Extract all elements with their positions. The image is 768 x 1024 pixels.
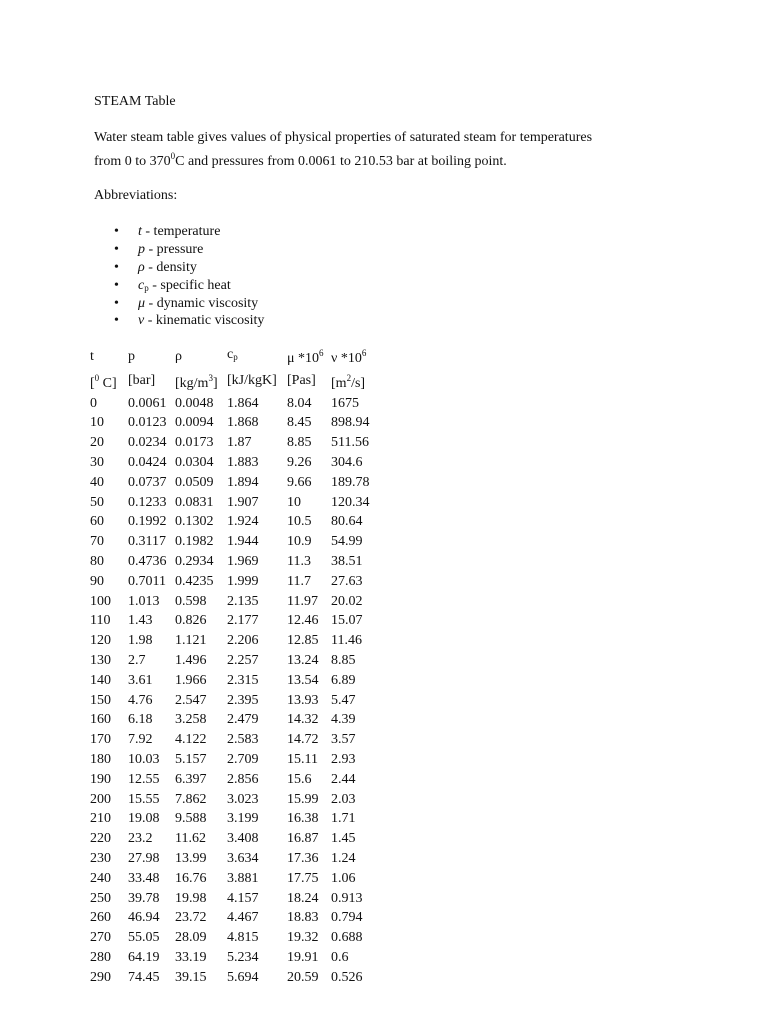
list-item <box>94 241 694 259</box>
cell-nu: 0.6 <box>331 949 349 965</box>
cell-rho: 39.15 <box>175 969 207 985</box>
cell-rho: 0.0048 <box>175 395 214 411</box>
cell-t: 90 <box>90 573 104 589</box>
cell-p: 2.7 <box>128 652 146 668</box>
cell-nu: 3.57 <box>331 732 356 748</box>
abbr-symbol: ρ <box>138 259 145 275</box>
cell-rho: 0.1982 <box>175 534 214 550</box>
cell-nu: 1.06 <box>331 870 356 886</box>
cell-t: 30 <box>90 454 104 470</box>
cell-t: 60 <box>90 514 104 530</box>
table-row <box>90 829 391 849</box>
cell-mu: 14.72 <box>287 732 319 748</box>
cell-cp: 2.315 <box>227 672 259 688</box>
cell-p: 0.4736 <box>128 553 167 569</box>
cell-mu: 16.38 <box>287 811 319 827</box>
cell-t: 40 <box>90 474 104 490</box>
document-page <box>94 93 694 330</box>
cell-mu: 11.3 <box>287 553 311 569</box>
table-row <box>90 809 391 829</box>
cell-p: 0.0234 <box>128 435 167 451</box>
cell-t: 230 <box>90 850 111 866</box>
cell-mu: 15.11 <box>287 751 318 767</box>
table-header-row-symbols <box>90 344 391 369</box>
cell-rho: 6.397 <box>175 771 207 787</box>
cell-t: 280 <box>90 949 111 965</box>
abbr-text: - density <box>144 259 197 275</box>
cell-nu: 1.24 <box>331 850 356 866</box>
cell-cp: 2.177 <box>227 613 259 629</box>
unit-t <box>90 369 128 394</box>
header-cp-main: c <box>227 347 234 362</box>
cell-rho: 5.157 <box>175 751 207 767</box>
cell-p: 0.3117 <box>128 534 166 550</box>
cell-cp: 1.944 <box>227 534 259 550</box>
cell-cp: 2.856 <box>227 771 259 787</box>
table-row <box>90 790 391 810</box>
table-row <box>90 928 391 948</box>
table-row <box>90 730 391 750</box>
cell-rho: 33.19 <box>175 949 207 965</box>
cell-nu: 54.99 <box>331 534 363 550</box>
table-row <box>90 671 391 691</box>
cell-t: 190 <box>90 771 111 787</box>
cell-cp: 3.023 <box>227 791 259 807</box>
cell-rho: 0.598 <box>175 593 207 609</box>
abbr-text: - kinematic viscosity <box>144 313 265 329</box>
cell-t: 110 <box>90 613 111 629</box>
bullet-icon: • <box>114 277 119 293</box>
table-row <box>90 473 391 493</box>
cell-t: 120 <box>90 633 111 649</box>
cell-t: 140 <box>90 672 111 688</box>
header-nu-main: ν *10 <box>331 351 362 366</box>
cell-cp: 1.924 <box>227 514 259 530</box>
cell-mu: 13.54 <box>287 672 319 688</box>
cell-nu: 2.03 <box>331 791 356 807</box>
cell-mu: 9.26 <box>287 454 312 470</box>
cell-t: 20 <box>90 435 104 451</box>
cell-mu: 8.85 <box>287 435 312 451</box>
abbr-text: - dynamic viscosity <box>145 295 259 311</box>
cell-rho: 13.99 <box>175 850 207 866</box>
cell-cp: 4.815 <box>227 930 259 946</box>
table-row <box>90 453 391 473</box>
cell-mu: 17.36 <box>287 850 319 866</box>
intro-line-1: Water steam table gives values of physical properties of saturated steam for temperatures <box>94 130 593 145</box>
list-item <box>94 295 694 313</box>
intro-line-2-start: from 0 to 370 <box>94 154 171 169</box>
abbr-text: - pressure <box>145 241 204 257</box>
cell-cp: 3.634 <box>227 850 259 866</box>
cell-p: 3.61 <box>128 672 153 688</box>
table-row <box>90 552 391 572</box>
cell-mu: 19.32 <box>287 930 319 946</box>
cell-t: 10 <box>90 415 104 431</box>
cell-t: 200 <box>90 791 111 807</box>
table-row <box>90 889 391 909</box>
cell-cp: 2.135 <box>227 593 259 609</box>
cell-nu: 0.794 <box>331 910 363 926</box>
header-nu <box>331 344 391 369</box>
table-row <box>90 651 391 671</box>
cell-p: 0.0737 <box>128 474 167 490</box>
cell-p: 46.94 <box>128 910 160 926</box>
cell-p: 23.2 <box>128 831 153 847</box>
unit-rho-post: ] <box>212 375 218 391</box>
unit-nu-pre: [m <box>331 375 347 391</box>
cell-p: 0.0123 <box>128 415 167 431</box>
table-row <box>90 770 391 790</box>
cell-cp: 2.206 <box>227 633 259 649</box>
cell-p: 4.76 <box>128 692 153 708</box>
unit-rho <box>175 369 227 394</box>
cell-cp: 3.408 <box>227 831 259 847</box>
cell-p: 12.55 <box>128 771 160 787</box>
cell-mu: 15.6 <box>287 771 312 787</box>
cell-mu: 12.85 <box>287 633 319 649</box>
cell-p: 19.08 <box>128 811 160 827</box>
cell-rho: 19.98 <box>175 890 207 906</box>
cell-mu: 8.04 <box>287 395 312 411</box>
cell-p: 64.19 <box>128 949 160 965</box>
abbr-subscript: p <box>144 282 149 293</box>
table-row <box>90 631 391 651</box>
cell-mu: 11.7 <box>287 573 311 589</box>
cell-nu: 38.51 <box>331 553 363 569</box>
cell-t: 130 <box>90 652 111 668</box>
cell-mu: 18.24 <box>287 890 319 906</box>
abbreviations-list <box>94 223 694 330</box>
abbreviations-heading: Abbreviations: <box>94 188 178 203</box>
cell-mu: 10 <box>287 494 301 510</box>
abbr-symbol: μ <box>138 295 146 311</box>
cell-rho: 7.862 <box>175 791 207 807</box>
cell-nu: 0.526 <box>331 969 363 985</box>
cell-rho: 3.258 <box>175 712 207 728</box>
header-mu <box>287 344 331 369</box>
bullet-icon: • <box>114 313 119 329</box>
cell-rho: 23.72 <box>175 910 207 926</box>
table-row <box>90 750 391 770</box>
cell-cp: 1.999 <box>227 573 259 589</box>
cell-nu: 6.89 <box>331 672 356 688</box>
cell-p: 0.1992 <box>128 514 167 530</box>
cell-nu: 4.39 <box>331 712 356 728</box>
cell-nu: 0.688 <box>331 930 363 946</box>
cell-rho: 1.496 <box>175 652 207 668</box>
cell-mu: 17.75 <box>287 870 319 886</box>
cell-cp: 1.868 <box>227 415 259 431</box>
cell-t: 50 <box>90 494 104 510</box>
cell-nu: 1.71 <box>331 811 356 827</box>
table-body <box>90 394 391 988</box>
unit-t-pre: [ <box>90 375 95 391</box>
abbr-symbol: ν <box>138 313 145 329</box>
table-row <box>90 611 391 631</box>
cell-rho: 16.76 <box>175 870 207 886</box>
document-title: STEAM Table <box>94 94 176 109</box>
cell-rho: 0.2934 <box>175 553 214 569</box>
cell-p: 0.0061 <box>128 395 167 411</box>
bullet-icon: • <box>114 224 119 239</box>
cell-t: 160 <box>90 712 111 728</box>
cell-nu: 1.45 <box>331 831 356 847</box>
cell-cp: 1.883 <box>227 454 259 470</box>
cell-nu: 20.02 <box>331 593 363 609</box>
cell-mu: 10.5 <box>287 514 312 530</box>
cell-p: 27.98 <box>128 850 160 866</box>
unit-mu: [Pas] <box>287 373 316 389</box>
cell-p: 55.05 <box>128 930 160 946</box>
cell-rho: 28.09 <box>175 930 207 946</box>
cell-p: 10.03 <box>128 751 160 767</box>
cell-rho: 0.826 <box>175 613 207 629</box>
cell-cp: 4.467 <box>227 910 259 926</box>
table-row <box>90 948 391 968</box>
cell-cp: 3.199 <box>227 811 259 827</box>
cell-cp: 1.969 <box>227 553 259 569</box>
degree-superscript: 0 <box>170 151 176 161</box>
cell-rho: 0.0831 <box>175 494 214 510</box>
cell-t: 250 <box>90 890 111 906</box>
cell-cp: 4.157 <box>227 890 259 906</box>
cell-t: 180 <box>90 751 111 767</box>
cell-mu: 9.66 <box>287 474 312 490</box>
intro-paragraph <box>94 128 674 171</box>
cell-t: 260 <box>90 910 111 926</box>
cell-cp: 1.864 <box>227 395 259 411</box>
cell-p: 7.92 <box>128 732 153 748</box>
cell-mu: 8.45 <box>287 415 312 431</box>
cell-t: 100 <box>90 593 111 609</box>
cell-cp: 2.583 <box>227 732 259 748</box>
cell-p: 0.7011 <box>128 573 166 589</box>
list-item <box>94 312 694 330</box>
header-t: t <box>90 348 94 364</box>
abbr-symbol: p <box>138 241 145 257</box>
header-p: p <box>128 348 135 364</box>
table-row <box>90 691 391 711</box>
cell-p: 39.78 <box>128 890 160 906</box>
cell-p: 6.18 <box>128 712 153 728</box>
cell-cp: 1.894 <box>227 474 259 490</box>
cell-p: 1.98 <box>128 633 153 649</box>
header-mu-sup: 6 <box>319 348 324 358</box>
list-item <box>94 223 694 241</box>
cell-t: 290 <box>90 969 111 985</box>
cell-mu: 13.93 <box>287 692 319 708</box>
unit-t-sup: 0 <box>94 372 100 383</box>
cell-mu: 13.24 <box>287 652 319 668</box>
cell-nu: 898.94 <box>331 415 370 431</box>
unit-nu-post: /s] <box>351 375 366 391</box>
list-item <box>94 277 694 295</box>
table-row <box>90 908 391 928</box>
unit-nu <box>331 369 391 394</box>
cell-t: 70 <box>90 534 104 550</box>
cell-nu: 15.07 <box>331 613 363 629</box>
header-rho: ρ <box>175 348 182 364</box>
header-cp-sub: p <box>233 352 238 362</box>
bullet-icon: • <box>114 241 119 257</box>
table-row <box>90 592 391 612</box>
cell-nu: 511.56 <box>331 435 369 451</box>
table-row <box>90 869 391 889</box>
table-row <box>90 413 391 433</box>
abbr-symbol: t <box>138 224 142 239</box>
cell-mu: 10.9 <box>287 534 312 550</box>
header-cp <box>227 344 287 369</box>
unit-t-post: C] <box>99 375 117 391</box>
cell-rho: 9.588 <box>175 811 207 827</box>
cell-rho: 0.0094 <box>175 415 214 431</box>
cell-cp: 3.881 <box>227 870 259 886</box>
cell-t: 80 <box>90 553 104 569</box>
cell-cp: 5.234 <box>227 949 259 965</box>
cell-cp: 1.907 <box>227 494 259 510</box>
cell-mu: 19.91 <box>287 949 319 965</box>
unit-nu-sup: 2 <box>346 372 352 383</box>
unit-cp: [kJ/kgK] <box>227 373 277 389</box>
cell-mu: 20.59 <box>287 969 319 985</box>
cell-nu: 304.6 <box>331 454 363 470</box>
cell-t: 150 <box>90 692 111 708</box>
cell-p: 1.43 <box>128 613 153 629</box>
cell-rho: 0.4235 <box>175 573 214 589</box>
cell-cp: 2.257 <box>227 652 259 668</box>
cell-cp: 2.395 <box>227 692 259 708</box>
table-header-row-units <box>90 369 391 394</box>
table-row <box>90 493 391 513</box>
cell-nu: 2.93 <box>331 751 356 767</box>
cell-mu: 16.87 <box>287 831 319 847</box>
abbr-text: - temperature <box>141 224 221 239</box>
cell-cp: 2.479 <box>227 712 259 728</box>
cell-rho: 4.122 <box>175 732 207 748</box>
cell-t: 240 <box>90 870 111 886</box>
unit-rho-sup: 3 <box>208 372 213 383</box>
table-row <box>90 572 391 592</box>
cell-rho: 1.966 <box>175 672 207 688</box>
cell-mu: 12.46 <box>287 613 319 629</box>
cell-rho: 11.62 <box>175 831 206 847</box>
steam-table <box>90 344 391 988</box>
cell-p: 74.45 <box>128 969 160 985</box>
bullet-icon: • <box>114 295 119 311</box>
intro-line-2-end: C and pressures from 0.0061 to 210.53 bar at boiling point. <box>175 154 507 169</box>
table-header <box>90 344 391 394</box>
cell-mu: 15.99 <box>287 791 319 807</box>
cell-nu: 1675 <box>331 395 359 411</box>
cell-t: 170 <box>90 732 111 748</box>
cell-cp: 1.87 <box>227 435 252 451</box>
cell-rho: 2.547 <box>175 692 207 708</box>
cell-rho: 0.0509 <box>175 474 214 490</box>
table-row <box>90 849 391 869</box>
cell-nu: 11.46 <box>331 633 362 649</box>
bullet-icon: • <box>114 259 119 275</box>
cell-t: 210 <box>90 811 111 827</box>
table-row <box>90 394 391 414</box>
cell-nu: 8.85 <box>331 652 356 668</box>
cell-nu: 27.63 <box>331 573 363 589</box>
table-row <box>90 433 391 453</box>
cell-cp: 2.709 <box>227 751 259 767</box>
list-item <box>94 259 694 277</box>
cell-t: 220 <box>90 831 111 847</box>
cell-nu: 80.64 <box>331 514 363 530</box>
table-row <box>90 968 391 988</box>
cell-cp: 5.694 <box>227 969 259 985</box>
abbr-text: - specific heat <box>148 277 231 293</box>
table-row <box>90 532 391 552</box>
cell-nu: 189.78 <box>331 474 370 490</box>
cell-rho: 0.1302 <box>175 514 214 530</box>
cell-rho: 1.121 <box>175 633 207 649</box>
cell-mu: 18.83 <box>287 910 319 926</box>
cell-mu: 14.32 <box>287 712 319 728</box>
cell-mu: 11.97 <box>287 593 318 609</box>
abbr-symbol: c <box>138 277 145 293</box>
cell-p: 15.55 <box>128 791 160 807</box>
header-nu-sup: 6 <box>361 348 367 358</box>
cell-nu: 5.47 <box>331 692 356 708</box>
cell-p: 33.48 <box>128 870 160 886</box>
header-mu-main: μ *10 <box>287 351 320 366</box>
table-row <box>90 710 391 730</box>
cell-rho: 0.0173 <box>175 435 214 451</box>
cell-t: 270 <box>90 930 111 946</box>
cell-nu: 2.44 <box>331 771 356 787</box>
unit-rho-pre: [kg/m <box>175 375 209 391</box>
cell-nu: 0.913 <box>331 890 363 906</box>
cell-p: 0.1233 <box>128 494 167 510</box>
cell-t: 0 <box>90 395 97 411</box>
table-row <box>90 512 391 532</box>
cell-p: 1.013 <box>128 593 160 609</box>
cell-nu: 120.34 <box>331 494 370 510</box>
unit-p: [bar] <box>128 373 156 389</box>
cell-rho: 0.0304 <box>175 454 214 470</box>
cell-p: 0.0424 <box>128 454 167 470</box>
